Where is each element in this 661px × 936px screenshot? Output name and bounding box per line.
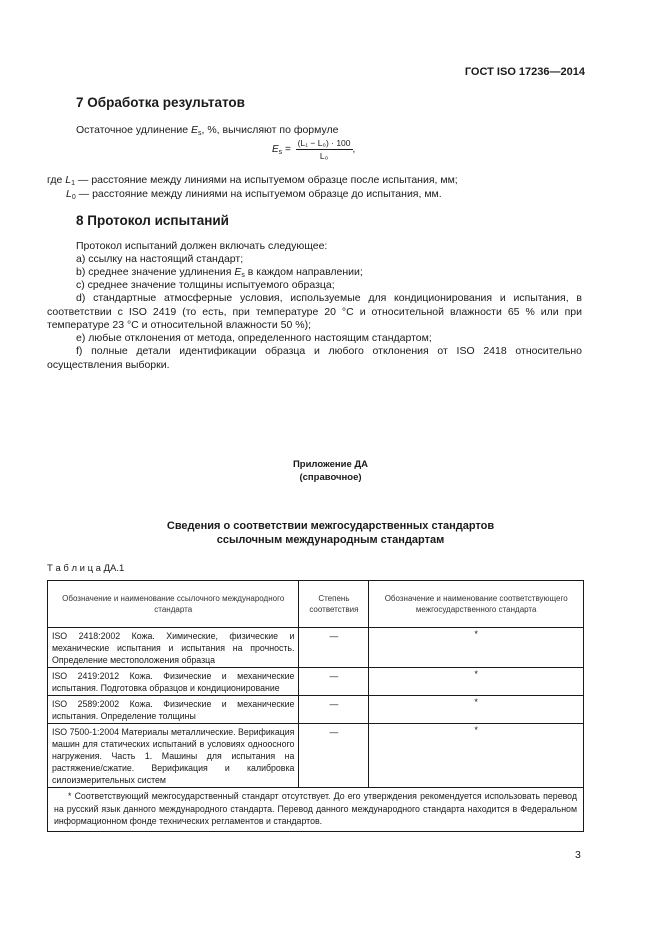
row-correspondence: * — [369, 628, 584, 668]
formula-fraction — [296, 138, 353, 161]
table-footnote: * Соответствующий межгосударственный стандарт отсутствует. До его утверждения рекомендуется использовать перевод на русский язык данного международного стандарта. Перевод данного международного стандарта находится в Федеральном информационном фонде технических регламентов и стандартов. — [48, 788, 584, 832]
formula-equals: = — [282, 144, 294, 156]
table-footnote-row — [48, 788, 584, 832]
section-7-intro-subscript: s — [197, 130, 202, 137]
section-7-intro — [76, 124, 338, 138]
where-l1-subscript: 1 — [71, 180, 75, 187]
table-row — [48, 668, 584, 696]
item-b-subscript: s — [241, 272, 245, 279]
row-name: ISO 2418:2002 Кожа. Химические, физические и механические испытания и испытания на прочность. Определение местоположения образца — [48, 628, 299, 668]
item-f: f) полные детали идентификации образца и любого отклонения от ISO 2418 относительно осуществления выборки. — [47, 345, 582, 371]
row-name: ISO 7500-1:2004 Материалы металлические. Верификация машин для статических испытаний в условиях одноосного нагружения. Часть 1. Машины для испытания на растяжение/сжатие. Верификация и калибровка силоизмерительных систем — [48, 724, 299, 788]
header-degree: Степень соответствия — [299, 581, 369, 628]
row-degree: — — [299, 696, 369, 724]
table-row — [48, 724, 584, 788]
appendix-heading-line2: ссылочным международным стандартам — [216, 534, 445, 546]
where-l1-symbol: L — [65, 174, 72, 186]
appendix-heading-line1: Сведения о соответствии межгосударственных стандартов — [166, 520, 495, 532]
section-8-intro: Протокол испытаний должен включать следующее: — [76, 240, 328, 252]
formula-denominator: L₀ — [319, 151, 329, 161]
elongation-formula — [272, 138, 355, 161]
row-correspondence: * — [369, 724, 584, 788]
row-name: ISO 2589:2002 Кожа. Физические и механические испытания. Определение толщины — [48, 696, 299, 724]
table-header-row — [48, 581, 584, 628]
where-l1-text: — расстояние между линиями на испытуемом образце после испытания, мм; — [75, 174, 458, 186]
table-caption: Т а б л и ц а ДА.1 — [47, 563, 125, 574]
formula-tail: , — [352, 144, 356, 156]
item-b — [76, 266, 363, 280]
section-7-intro-pre: Остаточное удлинение — [76, 124, 191, 136]
section-7-intro-symbol: E — [190, 124, 198, 136]
row-degree: — — [299, 668, 369, 696]
row-correspondence: * — [369, 696, 584, 724]
item-b-symbol: E — [234, 266, 242, 278]
item-c: c) среднее значение толщины испытуемого образца; — [76, 279, 335, 291]
where-l1-line — [47, 174, 458, 188]
formula-lhs-subscript: s — [278, 149, 283, 157]
appendix-title: Приложение ДА — [292, 459, 369, 470]
item-a: a) ссылку на настоящий стандарт; — [76, 253, 244, 265]
where-prefix: где — [47, 174, 66, 186]
appendix-subtitle: (справочное) — [299, 472, 362, 483]
where-l0-subscript: 0 — [71, 194, 76, 201]
table-row — [48, 628, 584, 668]
where-l0-symbol: L — [66, 188, 72, 200]
row-correspondence: * — [369, 668, 584, 696]
document-code: ГОСТ ISO 17236—2014 — [464, 66, 585, 78]
header-interstate-standard: Обозначение и наименование соответствующего межгосударственного стандарта — [369, 581, 584, 628]
section-7-title: 7 Обработка результатов — [76, 95, 245, 110]
row-name: ISO 2419:2012 Кожа. Физические и механические испытания. Подготовка образцов и кондиционирование — [48, 668, 299, 696]
item-d: d) стандартные атмосферные условия, используемые для кондиционирования и испытания, в соответствии с ISO 2419 (то есть, при температуре 20 °С и относительной влажности 65 % или при температуре 23 °С и относительной влажности 50 %); — [47, 292, 582, 331]
correspondence-table — [47, 580, 584, 832]
table-row — [48, 696, 584, 724]
item-e: e) любые отклонения от метода, определенного настоящим стандартом; — [76, 332, 432, 344]
page-number: 3 — [575, 849, 581, 861]
formula-lhs: E — [272, 144, 279, 156]
row-degree: — — [299, 724, 369, 788]
item-b-pre: b) среднее значение удлинения — [76, 266, 235, 278]
where-l0-line — [66, 188, 442, 202]
item-b-post: в каждом направлении; — [244, 266, 363, 278]
header-international-standard: Обозначение и наименование ссылочного международного стандарта — [48, 581, 299, 628]
where-l0-text: — расстояние между линиями на испытуемом образце до испытания, мм. — [75, 188, 442, 200]
row-degree: — — [299, 628, 369, 668]
formula-numerator: (L₁ − L₀) · 100 — [297, 138, 351, 148]
section-7-intro-post: , %, вычисляют по формуле — [201, 124, 339, 136]
section-8-title: 8 Протокол испытаний — [76, 213, 229, 228]
